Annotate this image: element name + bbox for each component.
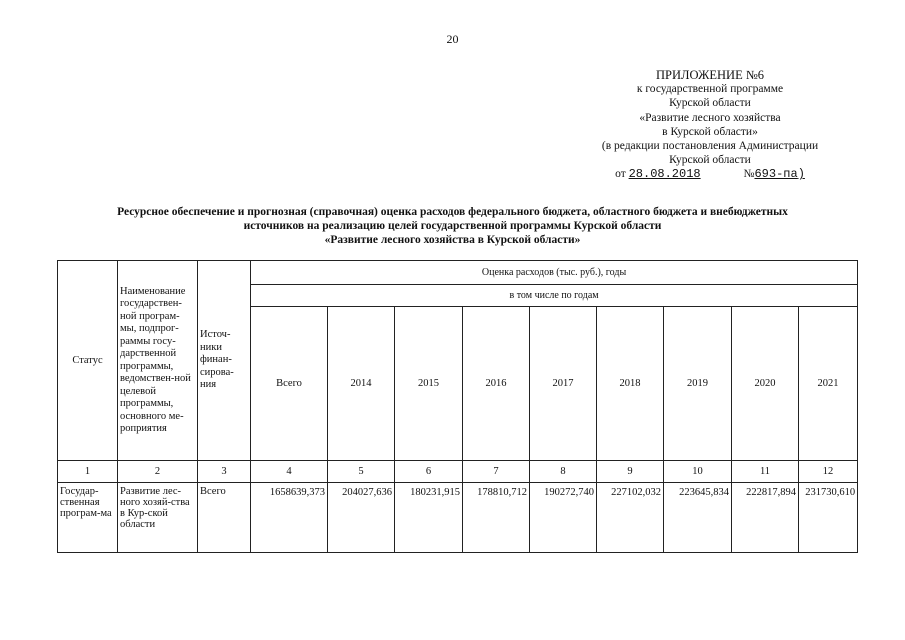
appendix-line: в Курской области»	[662, 125, 758, 138]
document-heading	[40, 205, 865, 247]
appendix-line: к государственной программе	[636, 83, 784, 96]
header-year: 2016	[463, 307, 530, 461]
column-number: 5	[328, 461, 395, 483]
row-value: 222817,894	[732, 483, 799, 553]
page-number: 20	[446, 32, 459, 46]
row-source: Всего	[198, 483, 251, 553]
column-number: 4	[251, 461, 328, 483]
table-row	[58, 483, 858, 553]
header-estimate: Оценка расходов (тыс. руб.), годы	[251, 261, 858, 285]
row-status: Государ-ственная програм-ма	[58, 483, 118, 553]
column-number: 10	[664, 461, 732, 483]
heading-line: Ресурсное обеспечение и прогнозная (справочная) оценка расходов федерального бюджета, областного бюджета и внебюджетных	[117, 206, 788, 218]
date-prefix: от	[615, 168, 626, 181]
document-number: 693-па	[754, 167, 798, 182]
column-number: 6	[395, 461, 463, 483]
column-number: 9	[597, 461, 664, 483]
header-year: 2018	[597, 307, 664, 461]
row-value: 227102,032	[597, 483, 664, 553]
row-total: 1658639,373	[251, 483, 328, 553]
closing-paren: )	[797, 167, 805, 182]
appendix-title: ПРИЛОЖЕНИЕ №6	[655, 68, 765, 82]
resource-table	[57, 260, 858, 553]
column-number: 12	[799, 461, 858, 483]
row-name: Развитие лес-ного хозяй-ства в Кур-ской области	[118, 483, 198, 553]
column-number: 8	[530, 461, 597, 483]
number-prefix: №	[743, 168, 755, 181]
appendix-line: (в редакции постановления Администрации	[601, 140, 819, 153]
document-date: 28.08.2018	[628, 167, 701, 182]
header-source: Источ-ники финан-сирова-ния	[198, 261, 251, 461]
header-year: 2015	[395, 307, 463, 461]
heading-line: «Развитие лесного хозяйства в Курской области»	[324, 234, 581, 246]
row-value: 178810,712	[463, 483, 530, 553]
column-number: 7	[463, 461, 530, 483]
header-year: 2014	[328, 307, 395, 461]
column-number: 1	[58, 461, 118, 483]
row-value: 180231,915	[395, 483, 463, 553]
row-value: 223645,834	[664, 483, 732, 553]
header-status: Статус	[58, 261, 118, 461]
header-including: в том числе по годам	[251, 285, 858, 307]
appendix-date-line	[560, 167, 860, 181]
appendix-line: Курской области	[669, 97, 751, 110]
appendix-line: «Развитие лесного хозяйства	[639, 111, 781, 124]
column-number: 2	[118, 461, 198, 483]
row-value: 204027,636	[328, 483, 395, 553]
appendix-line: Курской области	[669, 154, 751, 167]
header-year: 2020	[732, 307, 799, 461]
row-value: 231730,610	[799, 483, 858, 553]
header-year: 2017	[530, 307, 597, 461]
header-name: Наименование государствен-ной програм-мы, подпрог-раммы госу-дарственной программы, ведомствен-ной целевой программы, основного ме-роприятия	[118, 261, 198, 461]
column-number: 3	[198, 461, 251, 483]
header-total: Всего	[251, 307, 328, 461]
heading-line: источников на реализацию целей государственной программы Курской области	[243, 220, 662, 232]
column-number: 11	[732, 461, 799, 483]
row-value: 190272,740	[530, 483, 597, 553]
appendix-block	[560, 68, 860, 182]
header-year: 2021	[799, 307, 858, 461]
header-year: 2019	[664, 307, 732, 461]
